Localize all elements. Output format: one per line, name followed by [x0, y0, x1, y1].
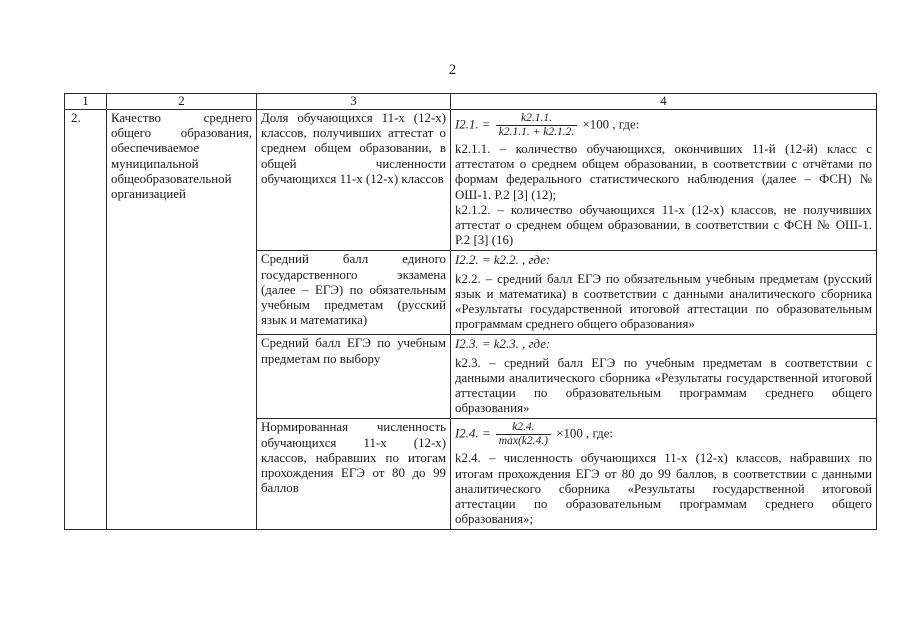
variable-definition: k2.4. – численность обучающихся 11-х (12-х) классов, набравших по итогам прохождения ЕГЭ от 80 до 99 баллов, в соответствии с данными аналитического сборника «Результаты государственной итоговой аттестации по образовательным программам среднего общего образования»;: [455, 451, 872, 527]
formula: I2.3. = k2.3. , где:: [455, 337, 551, 352]
formula-cell: [451, 335, 877, 419]
fraction-denominator: max(k2.4.): [498, 435, 548, 448]
column-header: 3: [257, 94, 451, 110]
formula-right: ×100 , где:: [556, 426, 613, 441]
formula-left: I2.4. =: [455, 426, 491, 441]
indicators-table: [64, 93, 877, 530]
variable-definition: k2.2. – средний балл ЕГЭ по обязательным учебным предметам (русский язык и математика) в соответствии с данными аналитического сборника «Результаты государственной итоговой аттестации по образовательным программам среднего общего образования»: [455, 271, 872, 332]
formula-cell: [451, 110, 877, 251]
page-number: 2: [448, 62, 457, 78]
variable-definition: k2.1.2. – количество обучающихся 11-х (12-х) классов, не получивших аттестат о среднем общем образовании, в соответствии с ФСН № ОШ-1. Р.2 [3] (16): [455, 202, 872, 248]
formula: I2.2. = k2.2. , где:: [455, 253, 551, 268]
indicator-cell: Нормированная численность обучающихся 11-х (12-х) классов, набравших по итогам прохождения ЕГЭ от 80 до 99 баллов: [257, 419, 451, 530]
variable-definition: k2.3. – средний балл ЕГЭ по учебным предметам в соответствии с данными аналитического сборника «Результаты государственной итоговой аттестации по образовательным программам среднего общего образования»: [455, 355, 872, 416]
fraction-numerator: k2.4.: [496, 421, 551, 435]
column-header: 4: [451, 94, 877, 110]
formula-cell: [451, 251, 877, 335]
column-header: 1: [65, 94, 107, 110]
indicator-cell: Доля обучающихся 11-х (12-х) классов, получивших аттестат о среднем общем образовании, в общей численности обучающихся 11-х (12-х) классов: [257, 110, 451, 251]
variable-definition: k2.1.1. – количество обучающихся, окончивших 11-й (12-й) класс с аттестатом о среднем общем образовании, в соответствии с отчётами по формам федерального статистического наблюдения (далее – ФСН) № ОШ-1. Р.2 [3] (12);: [455, 142, 872, 202]
criterion-cell: Качество среднего общего образования, обеспечиваемое муниципальной общеобразовательной организацией: [107, 110, 257, 530]
fraction: [496, 421, 551, 448]
header-row: [65, 94, 877, 110]
formula-left: I2.1. =: [455, 117, 491, 132]
fraction-numerator: k2.1.1.: [496, 112, 577, 126]
column-header: 2: [107, 94, 257, 110]
fraction-denominator: k2.1.1. + k2.1.2.: [498, 126, 575, 138]
row-number: 2.: [65, 110, 107, 530]
formula: [455, 112, 872, 139]
formula: [455, 421, 872, 448]
indicator-cell: Средний балл ЕГЭ по учебным предметам по выбору: [257, 335, 451, 419]
fraction: [496, 112, 577, 139]
indicator-cell: Средний балл единого государственного экзамена (далее – ЕГЭ) по обязательным учебным предметам (русский язык и математика): [257, 251, 451, 335]
formula-cell: [451, 419, 877, 530]
table-row: [65, 110, 877, 251]
formula-right: ×100 , где:: [582, 117, 640, 132]
